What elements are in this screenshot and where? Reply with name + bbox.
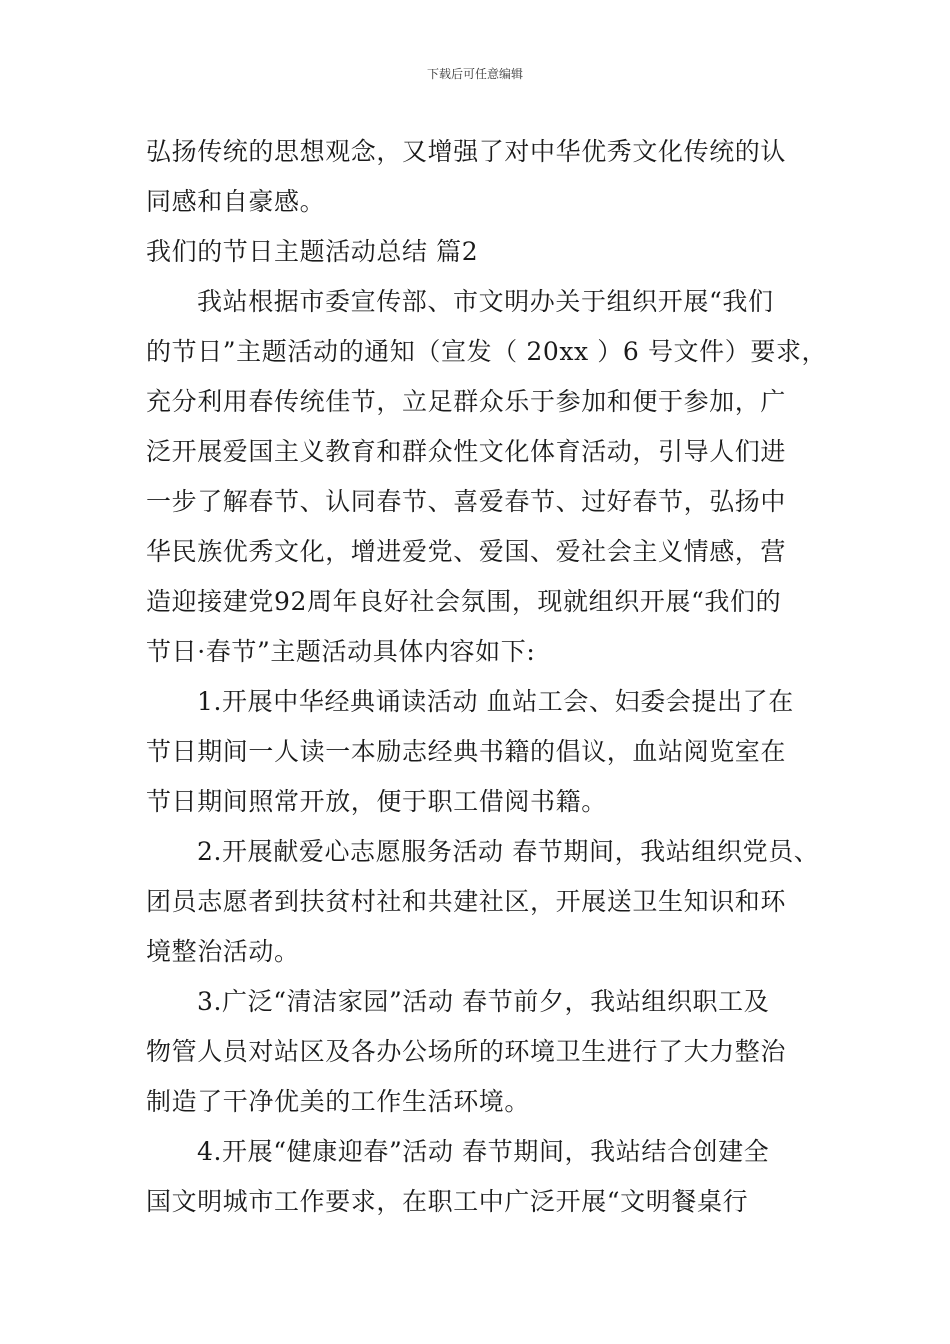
list-item-3-first-line: 3.广泛“清洁家园”活动 春节前夕，我站组织职工及: [197, 987, 770, 1016]
text-line: 团员志愿者到扶贫村社和共建社区，开展送卫生知识和环: [146, 887, 787, 916]
text-line: 节日期间一人读一本励志经典书籍的倡议，血站阅览室在: [146, 737, 787, 766]
text-line: 境整治活动。: [146, 937, 300, 966]
text-line: 弘扬传统的思想观念，又增强了对中华优秀文化传统的认: [146, 137, 787, 166]
list-item-2-first-line: 2.开展献爱心志愿服务活动 春节期间，我站组织党员、: [197, 837, 820, 866]
text-line: 华民族优秀文化，增进爱党、爱国、爱社会主义情感，营: [146, 537, 787, 566]
page-header: 下载后可任意编辑: [426, 67, 523, 81]
text-line: 一步了解春节、认同春节、喜爱春节、过好春节，弘扬中: [146, 487, 787, 516]
section-heading: 我们的节日主题活动总结 篇2: [146, 237, 479, 266]
text-line: 的节日”主题活动的通知（宣发（ 20xx ）6 号文件）要求，: [146, 337, 828, 366]
text-line: 节日·春节”主题活动具体内容如下:: [146, 637, 536, 666]
paragraph-first-line: 我站根据市委宣传部、市文明办关于组织开展“我们: [197, 287, 774, 316]
text-line: 充分利用春传统佳节，立足群众乐于参加和便于参加，广: [146, 387, 787, 416]
list-item-1-first-line: 1.开展中华经典诵读活动 血站工会、妇委会提出了在: [197, 687, 794, 716]
document-body: [146, 127, 828, 1227]
text-line: 节日期间照常开放，便于职工借阅书籍。: [146, 787, 607, 816]
list-item-4-first-line: 4.开展“健康迎春”活动 春节期间，我站结合创建全: [197, 1137, 770, 1166]
text-line: 同感和自豪感。: [146, 187, 326, 216]
text-line: 泛开展爱国主义教育和群众性文化体育活动，引导人们进: [146, 437, 787, 466]
text-line: 国文明城市工作要求，在职工中广泛开展“文明餐桌行: [146, 1187, 749, 1216]
text-line: 物管人员对站区及各办公场所的环境卫生进行了大力整治: [146, 1037, 787, 1066]
text-line: 造迎接建党92周年良好社会氛围，现就组织开展“我们的: [146, 587, 782, 616]
text-line: 制造了干净优美的工作生活环境。: [146, 1087, 531, 1116]
